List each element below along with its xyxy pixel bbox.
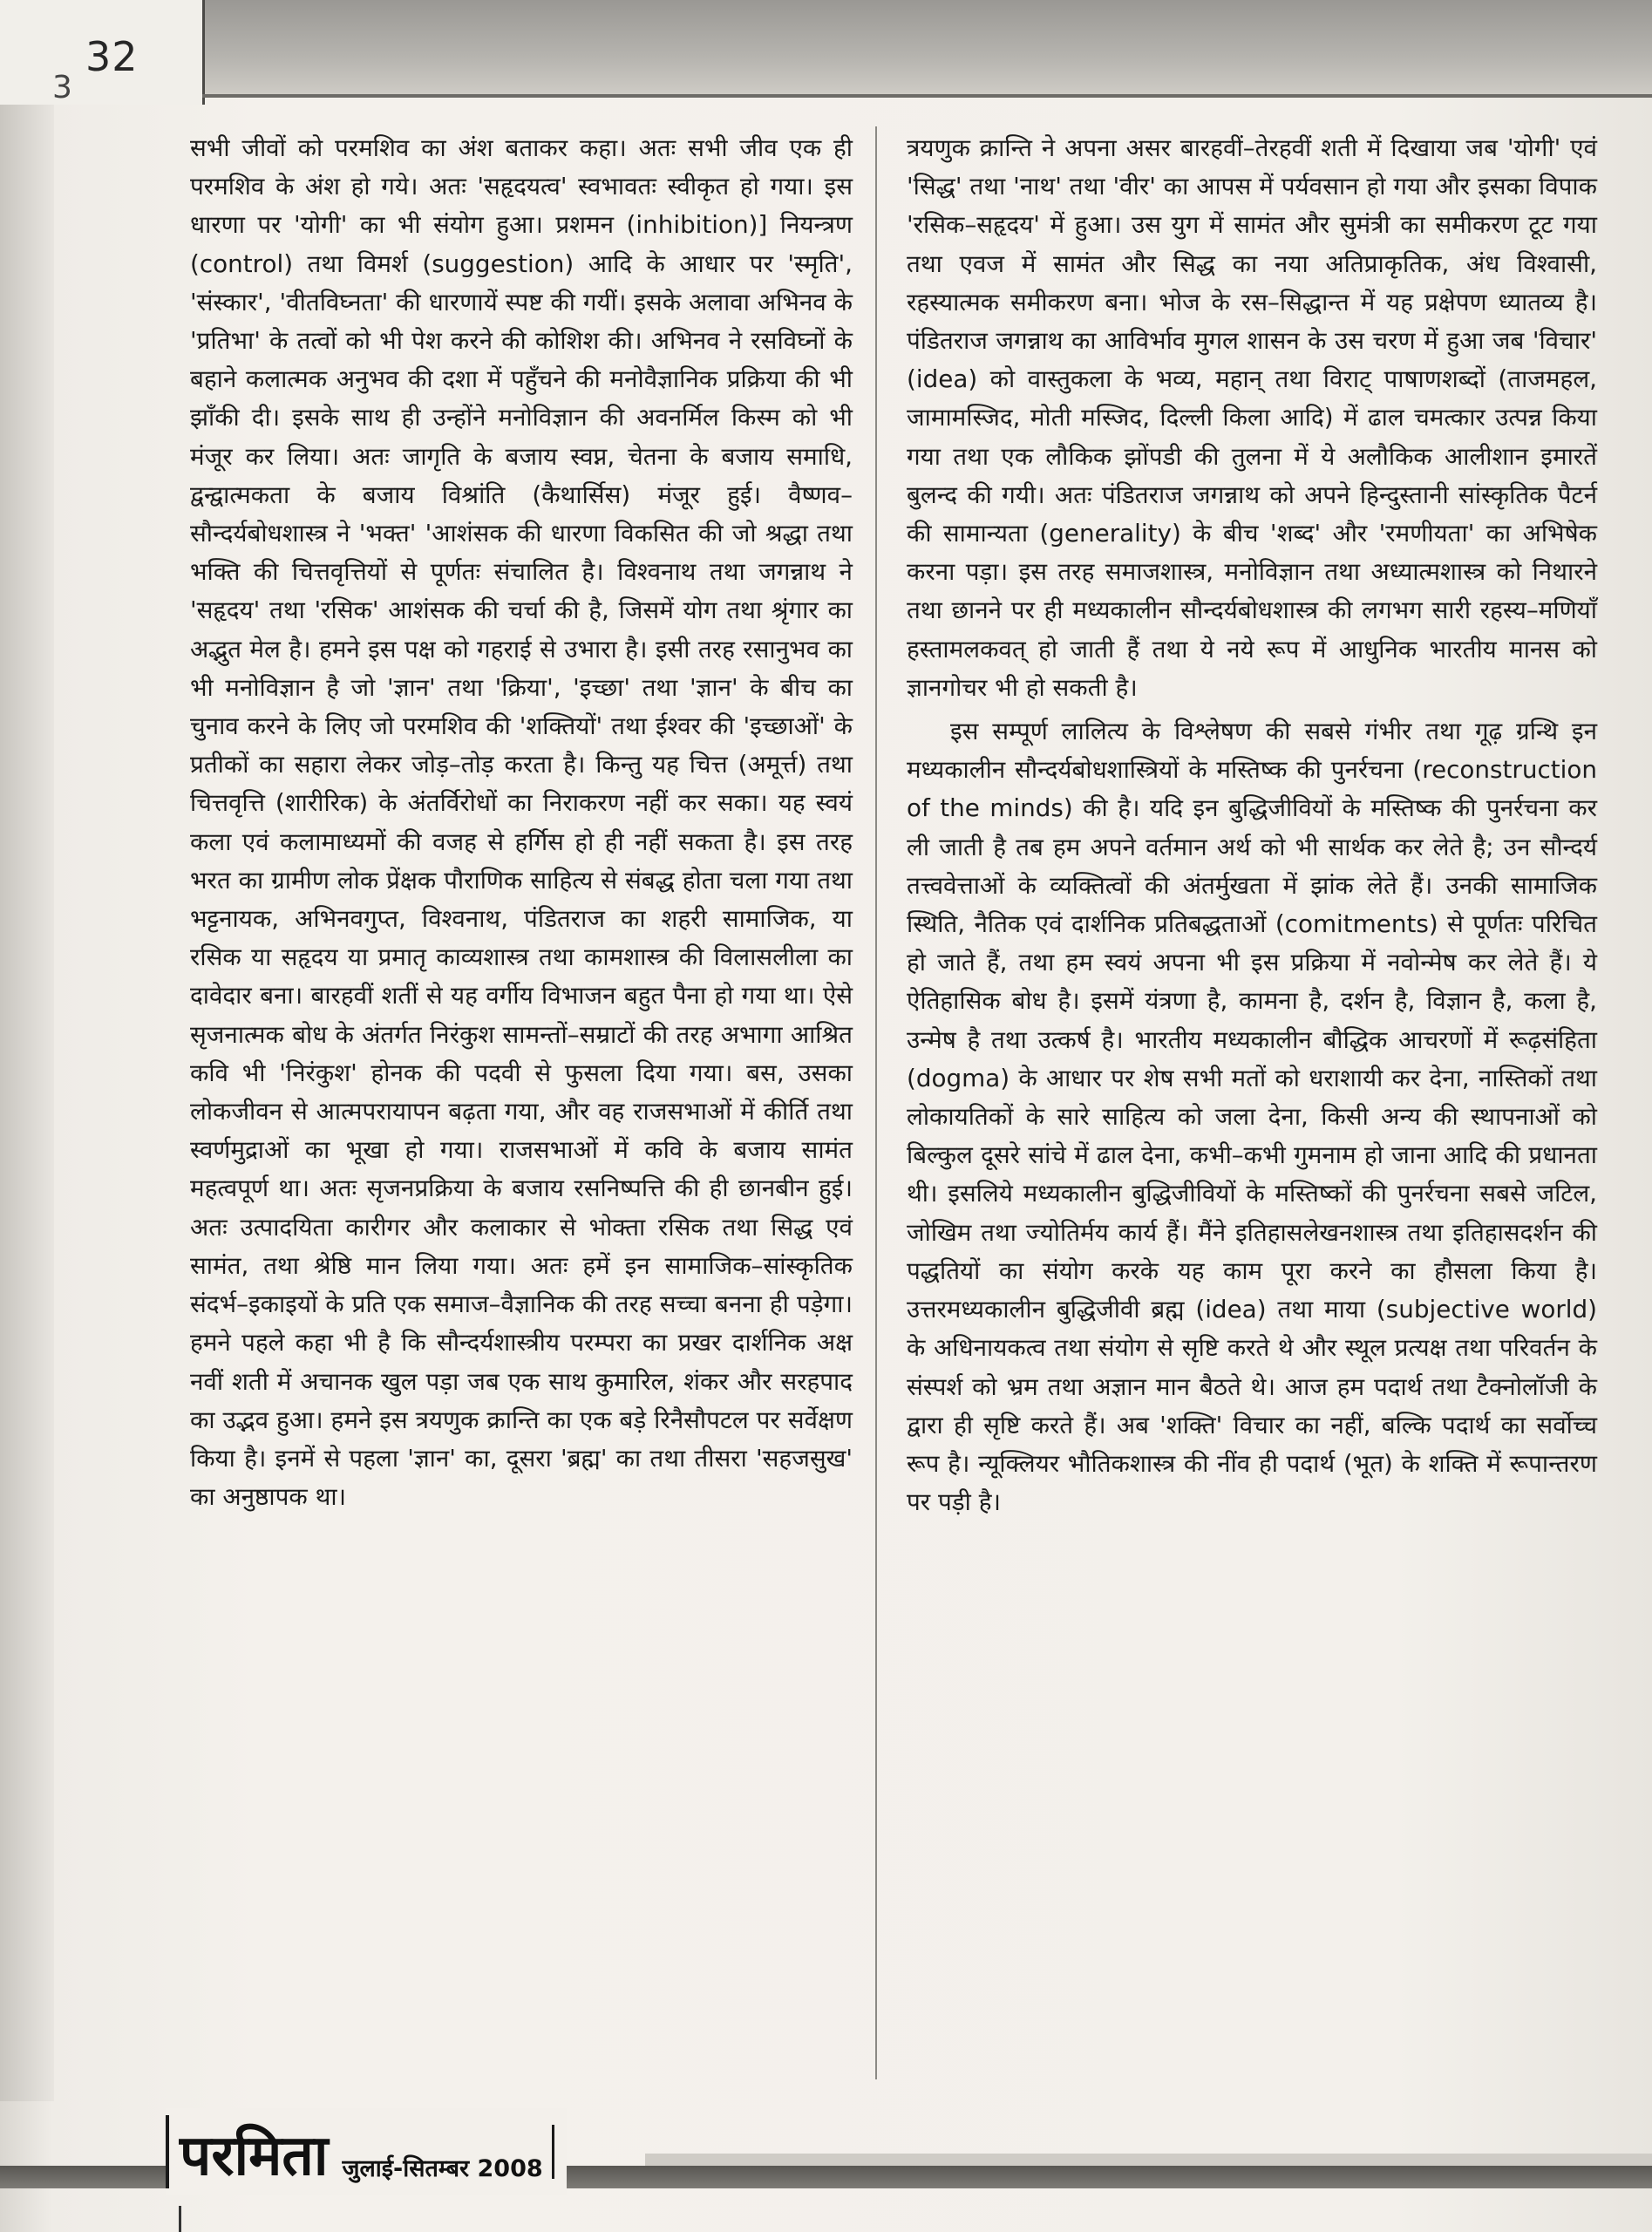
column-divider: [875, 126, 877, 2079]
footer-tick: [179, 2206, 181, 2232]
page-number: 32: [85, 33, 139, 80]
footer-band-light: [645, 2154, 1652, 2166]
edge-mark: 3: [52, 70, 72, 105]
page-number-box: [0, 0, 205, 105]
right-column-paragraph-2: इस सम्पूर्ण लालित्य के विश्लेषण की सबसे गंभीर तथा गूढ़ ग्रन्थि इन मध्यकालीन सौन्दर्यबोधशास्त्रियों के मस्तिष्क की पुनर्रचना (reconstruction of the minds) की है। यदि इन बुद्धिजीवियों के मस्तिष्क की पुनर्रचना कर ली जाती है तब हम अपने वर्तमान अर्थ को भी सार्थक कर लेते है; उन सौन्दर्य तत्त्ववेत्ताओं के व्यक्तित्वों की अंतर्मुखता में झांक लेते हैं। उनकी सामाजिक स्थिति, नैतिक एवं दार्शनिक प्रतिबद्धताओं (comitments) से पूर्णतः परिचित हो जाते हैं, तथा हम स्वयं अपना भी इस प्रक्रिया में नवोन्मेष कर लेते हैं। ये ऐतिहासिक बोध है। इसमें यंत्रणा है, कामना है, दर्शन है, विज्ञान है, कला है, उन्मेष है तथा उत्कर्ष है। भारतीय मध्यकालीन बौद्धिक आचरणों में रूढ़संहिता (dogma) के आधार पर शेष सभी मतों को धराशायी कर देना, नास्तिकों तथा लोकायतिकों के सारे साहित्य को जला देना, किसी अन्य की स्थापनाओं को बिल्कुल दूसरे सांचे में ढाल देना, कभी–कभी गुमनाम हो जाना आदि की प्रधानता थी। इसलिये मध्यकालीन बुद्धिजीवियों के मस्तिष्कों की पुनर्रचना सबसे जटिल, जोखिम तथा ज्योतिर्मय कार्य हैं। मैंने इतिहासलेखनशास्त्र तथा इतिहासदर्शन की पद्धतियों का संयोग करके यह काम पूरा करने का हौसला किया है। उत्तरमध्यकालीन बुद्धिजीवी ब्रह्म (idea) तथा माया (subjective world) के अधिनायकत्व तथा संयोग से सृष्टि करते थे और स्थूल प्रत्यक्ष तथा परिवर्तन के संस्पर्श को भ्रम तथा अज्ञान मान बैठते थे। आज हम पदार्थ तथा टैक्नोलॉजी के द्वारा ही सृष्टि करते हैं। अब 'शक्ति' विचार का नहीं, बल्कि पदार्थ का सर्वोच्च रूप है। न्यूक्लियर भौतिकशास्त्र की नींव ही पदार्थ (भूत) के शक्ति में रूपान्तरण पर पड़ी है।: [907, 717, 1597, 1517]
header-rule: [202, 94, 1652, 98]
left-column-paragraph: सभी जीवों को परमशिव का अंश बताकर कहा। अतः सभी जीव एक ही परमशिव के अंश हो गये। अतः 'सहृदयत्व' स्वभावतः स्वीकृत हो गया। इस धारणा पर 'योगी' का भी संयोग हुआ। प्रशमन (inhibition)] नियन्त्रण (control) तथा विमर्श (suggestion) आदि के आधार पर 'स्मृति', 'संस्कार', 'वीतविघ्नता' की धारणायें स्पष्ट की गयीं। इसके अलावा अभिनव के 'प्रतिभा' के तत्वों को भी पेश करने की कोशिश की। अभिनव ने रसविघ्नों के बहाने कलात्मक अनुभव की दशा में पहुँचने की मनोवैज्ञानिक प्रक्रिया की भी झाँकी दी। इसके साथ ही उन्होंने मनोविज्ञान की अवनर्मिल किस्म को भी मंजूर कर लिया। अतः जागृति के बजाय स्वप्न, चेतना के बजाय समाधि, द्वन्द्वात्मकता के बजाय विश्रांति (कैथार्सिस) मंजूर हुई। वैष्णव–सौन्दर्यबोधशास्त्र ने 'भक्त' 'आशंसक की धारणा विकसित की जो श्रद्धा तथा भक्ति की चित्तवृत्तियों से पूर्णतः संचालित है। विश्वनाथ तथा जगन्नाथ ने 'सहृदय' तथा 'रसिक' आशंसक की चर्चा की है, जिसमें योग तथा श्रृंगार का अद्भुत मेल है। हमने इस पक्ष को गहराई से उभारा है। इसी तरह रसानुभव का भी मनोविज्ञान है जो 'ज्ञान' तथा 'क्रिया', 'इच्छा' तथा 'ज्ञान' के बीच का चुनाव करने के लिए जो परमशिव की 'शक्तियों' तथा ईश्वर की 'इच्छाओं' के प्रतीकों का सहारा लेकर जोड़–तोड़ करता है। किन्तु यह चित्त (अमूर्त्त) तथा चित्तवृत्ति (शारीरिक) के अंतर्विरोधों का निराकरण नहीं कर सका। यह स्वयं कला एवं कलामाध्यमों की वजह से हर्गिस हो ही नहीं सकता है। इस तरह भरत का ग्रामीण लोक प्रेंक्षक पौराणिक साहित्य से संबद्ध होता चला गया तथा भट्टनायक, अभिनवगुप्त, विश्वनाथ, पंडितराज का शहरी सामाजिक, या रसिक या सहृदय या प्रमातृ काव्यशास्त्र तथा कामशास्त्र की विलासलीला का दावेदार बना। बारहवीं शतीं से यह वर्गीय विभाजन बहुत पैना हो गया था। ऐसे सृजनात्मक बोध के अंतर्गत निरंकुश सामन्तों–सम्राटों की तरह अभागा आश्रित कवि भी 'निरंकुश' होनक की पदवी से फुसला दिया गया। बस, उसका लोकजीवन से आत्मपरायापन बढ़ता गया, और वह राजसभाओं में कीर्ति तथा स्वर्णमुद्राओं का भूखा हो गया। राजसभाओं में कवि के बजाय सामंत महत्वपूर्ण था। अतः सृजनप्रक्रिया के बजाय रसनिष्पत्ति की ही छानबीन हुई। अतः उत्पादयिता कारीगर और कलाकार से भोक्ता रसिक तथा सिद्ध एवं सामंत, तथा श्रेष्ठि मान लिया गया। अतः हमें इन सामाजिक–सांस्कृतिक संदर्भ–इकाइयों के प्रति एक समाज–वैज्ञानिक की तरह सच्चा बनना ही पड़ेगा। हमने पहले कहा भी है कि सौन्दर्यशास्त्रीय परम्परा का प्रखर दार्शनिक अक्ष नवीं शती में अचानक खुल पड़ा जब एक साथ कुमारिल, शंकर और सरहपाद का उद्भव हुआ। हमने इस त्रयणुक क्रान्ति का एक बड़े रिनैसौपटल पर सर्वेक्षण किया है। इनमें से पहला 'ज्ञान' का, दूसरा 'ब्रह्म' का तथा तीसरा 'सहजसुख' का अनुष्ठापक था।: [190, 133, 853, 1512]
right-column-paragraph-1: त्रयणुक क्रान्ति ने अपना असर बारहवीं–तेरहवीं शती में दिखाया जब 'योगी' एवं 'सिद्ध' तथा 'नाथ' तथा 'वीर' का आपस में पर्यवसान हो गया और इसका विपाक 'रसिक–सहृदय' में हुआ। उस युग में सामंत और सुमंत्री का समीकरण टूट गया तथा एवज में सामंत और सिद्ध का नया अतिप्राकृतिक, अंध विश्वासी, रहस्यात्मक समीकरण बना। भोज के रस–सिद्धान्त में यह प्रक्षेपण ध्यातव्य है। पंडितराज जगन्नाथ का आविर्भाव मुगल शासन के उस चरण में हुआ जब 'विचार' (idea) को वास्तुकला के भव्य, महान् तथा विराट् पाषाणशब्दों (ताजमहल, जामामस्जिद, मोती मस्जिद, दिल्ली किला आदि) में ढाल चमत्कार उत्पन्न किया गया तथा एक लौकिक झोंपडी की तुलना में ये अलौकिक आलीशान इमारतें बुलन्द की गयी। अतः पंडितराज जगन्नाथ को अपने हिन्दुस्तानी सांस्कृतिक पैटर्न की सामान्यता (generality) के बीच 'शब्द' और 'रमणीयता' का अभिषेक करना पड़ा। इस तरह समाजशास्त्र, मनोविज्ञान तथा अध्यात्मशास्त्र को निथारने तथा छानने पर ही मध्यकालीन सौन्दर्यबोधशास्त्र की लगभग सारी रहस्य–मणियाँ हस्तामलकवत् हो जाती हैं तथा ये नये रूप में आधुनिक भारतीय मानस को ज्ञानगोचर भी हो सकती है।: [907, 133, 1598, 702]
footer-rule-right: [552, 2125, 554, 2179]
issue-date: जुलाई-सितम्बर 2008: [342, 2155, 543, 2182]
page-footer: [166, 2108, 567, 2195]
footer-rule-left: [166, 2115, 169, 2188]
magazine-logo: परमिता: [180, 2123, 329, 2188]
page-left-edge: [0, 96, 54, 2101]
right-column: [907, 129, 1597, 1521]
page-header-band: [0, 0, 1652, 96]
left-column: [190, 129, 853, 1516]
